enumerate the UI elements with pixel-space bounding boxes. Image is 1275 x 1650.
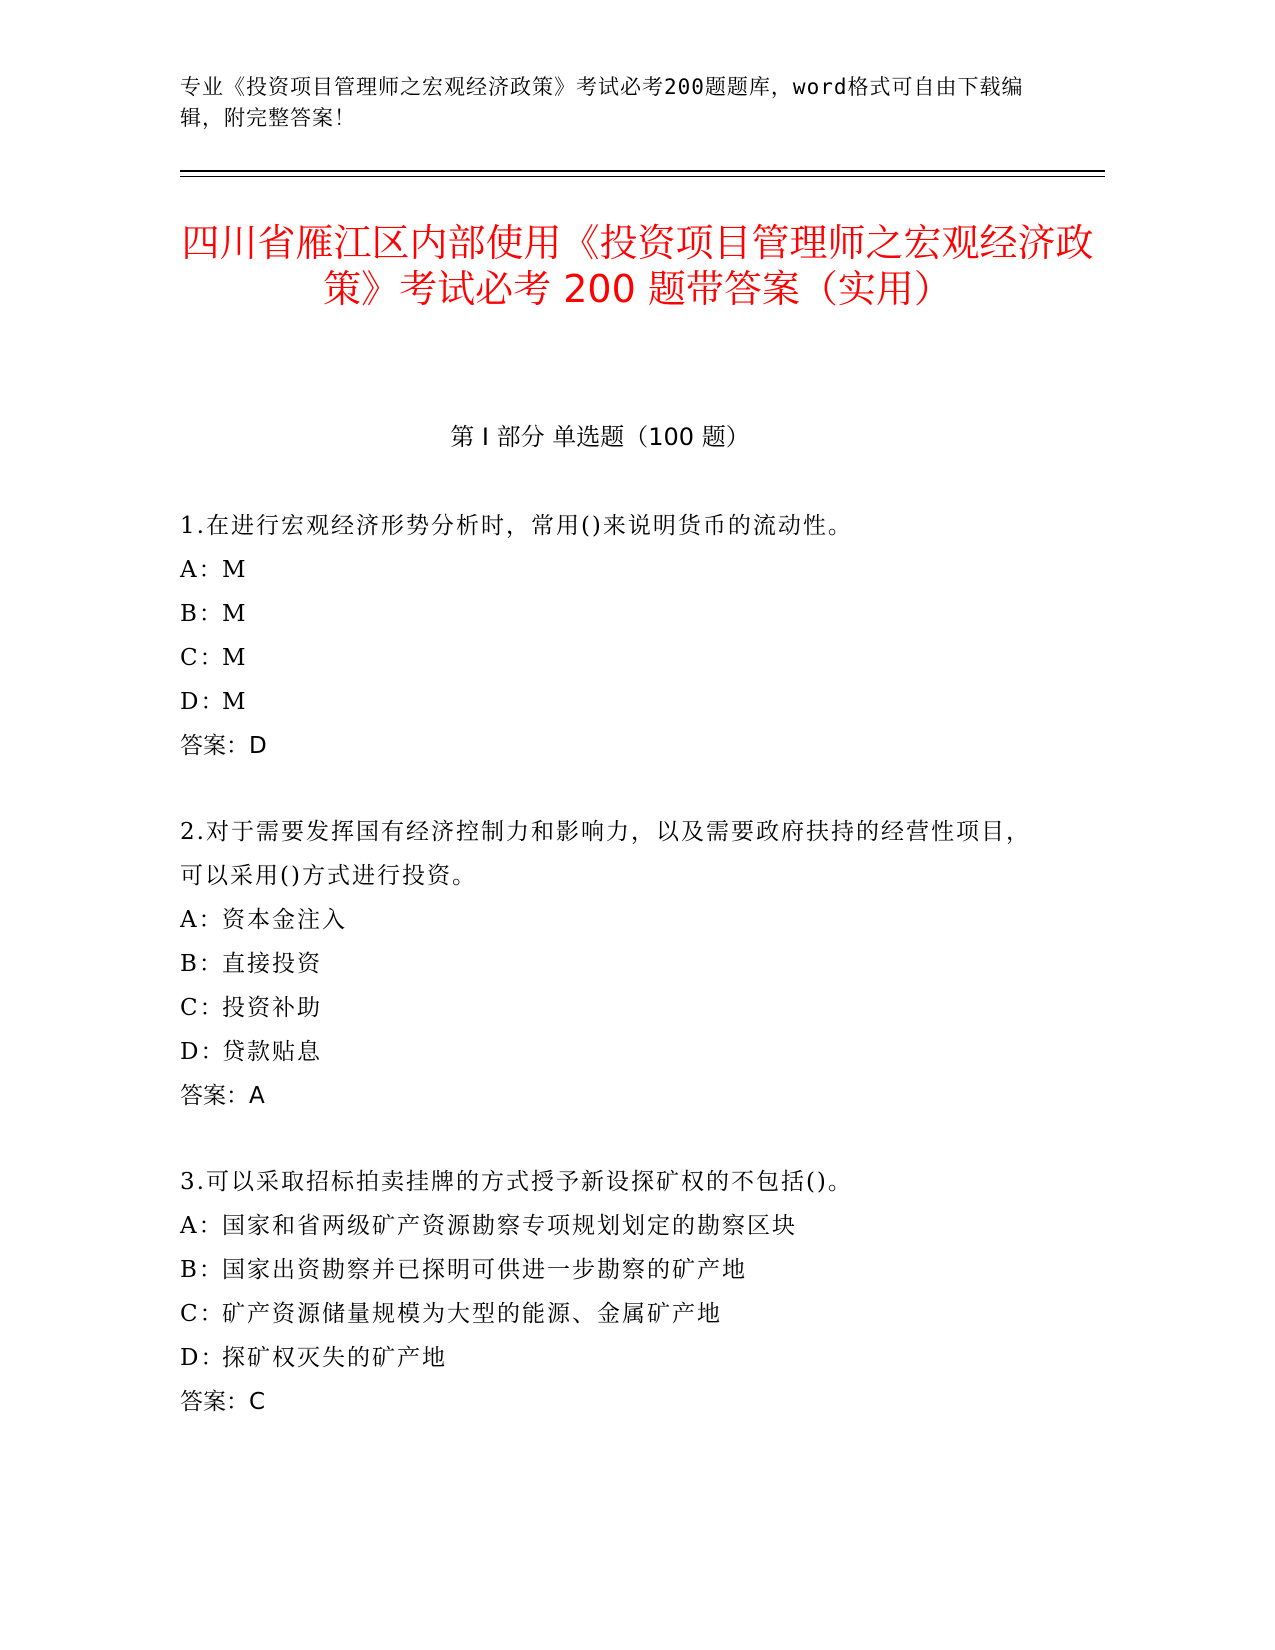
question-2: [180, 810, 1040, 1118]
option-b: [180, 942, 1040, 986]
option-text: 国家和省两级矿产资源勘察专项规划划定的勘察区块: [222, 1213, 797, 1239]
option-a: [180, 548, 1040, 592]
option-b: [180, 592, 1040, 636]
option-c: [180, 986, 1040, 1030]
answer-line: 答案：C: [180, 1389, 266, 1415]
option-c: [180, 636, 1040, 680]
option-text: M: [222, 645, 248, 671]
header-divider-thin: [180, 176, 1105, 177]
option-letter: D：: [180, 689, 226, 715]
option-text: M: [222, 689, 248, 715]
answer-line: 答案：A: [180, 1083, 265, 1109]
option-a: [180, 1204, 1040, 1248]
option-text: 国家出资勘察并已探明可供进一步勘察的矿产地: [222, 1257, 747, 1283]
option-letter: C：: [180, 1301, 225, 1327]
option-letter: B：: [180, 1257, 224, 1283]
question-1: [180, 504, 1040, 768]
option-text: 贷款贴息: [222, 1039, 322, 1065]
option-text: M: [222, 601, 248, 627]
question-stem: 2.对于需要发挥国有经济控制力和影响力，以及需要政府扶持的经营性项目，可以采用()方式进行投资。: [180, 819, 1031, 889]
option-d: [180, 680, 1040, 724]
option-letter: C：: [180, 995, 225, 1021]
question-stem: 1.在进行宏观经济形势分析时，常用()来说明货币的流动性。: [180, 513, 853, 539]
document-title: 四川省雁江区内部使用《投资项目管理师之宏观经济政策》考试必考 200 题带答案（实用）: [181, 221, 1094, 311]
option-text: 直接投资: [222, 951, 322, 977]
option-a: [180, 898, 1040, 942]
option-b: [180, 1248, 1040, 1292]
option-text: 矿产资源储量规模为大型的能源、金属矿产地: [222, 1301, 722, 1327]
question-list: [180, 504, 1040, 1466]
option-letter: A：: [180, 907, 224, 933]
option-d: [180, 1030, 1040, 1074]
option-letter: C：: [180, 645, 225, 671]
option-text: 探矿权灭失的矿产地: [222, 1345, 447, 1371]
question-stem: 3.可以采取招标拍卖挂牌的方式授予新设探矿权的不包括()。: [180, 1169, 853, 1195]
option-letter: B：: [180, 601, 224, 627]
header-note: 专业《投资项目管理师之宏观经济政策》考试必考200题题库，word格式可自由下载编辑，附完整答案！: [180, 75, 1024, 130]
option-text: 投资补助: [222, 995, 322, 1021]
option-letter: A：: [180, 1213, 224, 1239]
option-letter: B：: [180, 951, 224, 977]
option-letter: D：: [180, 1345, 226, 1371]
option-letter: D：: [180, 1039, 226, 1065]
section-heading: 第 I 部分 单选题（100 题）: [450, 423, 750, 451]
option-d: [180, 1336, 1040, 1380]
answer-line: 答案：D: [180, 733, 267, 759]
option-text: M: [222, 557, 248, 583]
header-divider-thick: [180, 170, 1105, 172]
option-letter: A：: [180, 557, 224, 583]
option-c: [180, 1292, 1040, 1336]
option-text: 资本金注入: [222, 907, 347, 933]
question-3: [180, 1160, 1040, 1424]
